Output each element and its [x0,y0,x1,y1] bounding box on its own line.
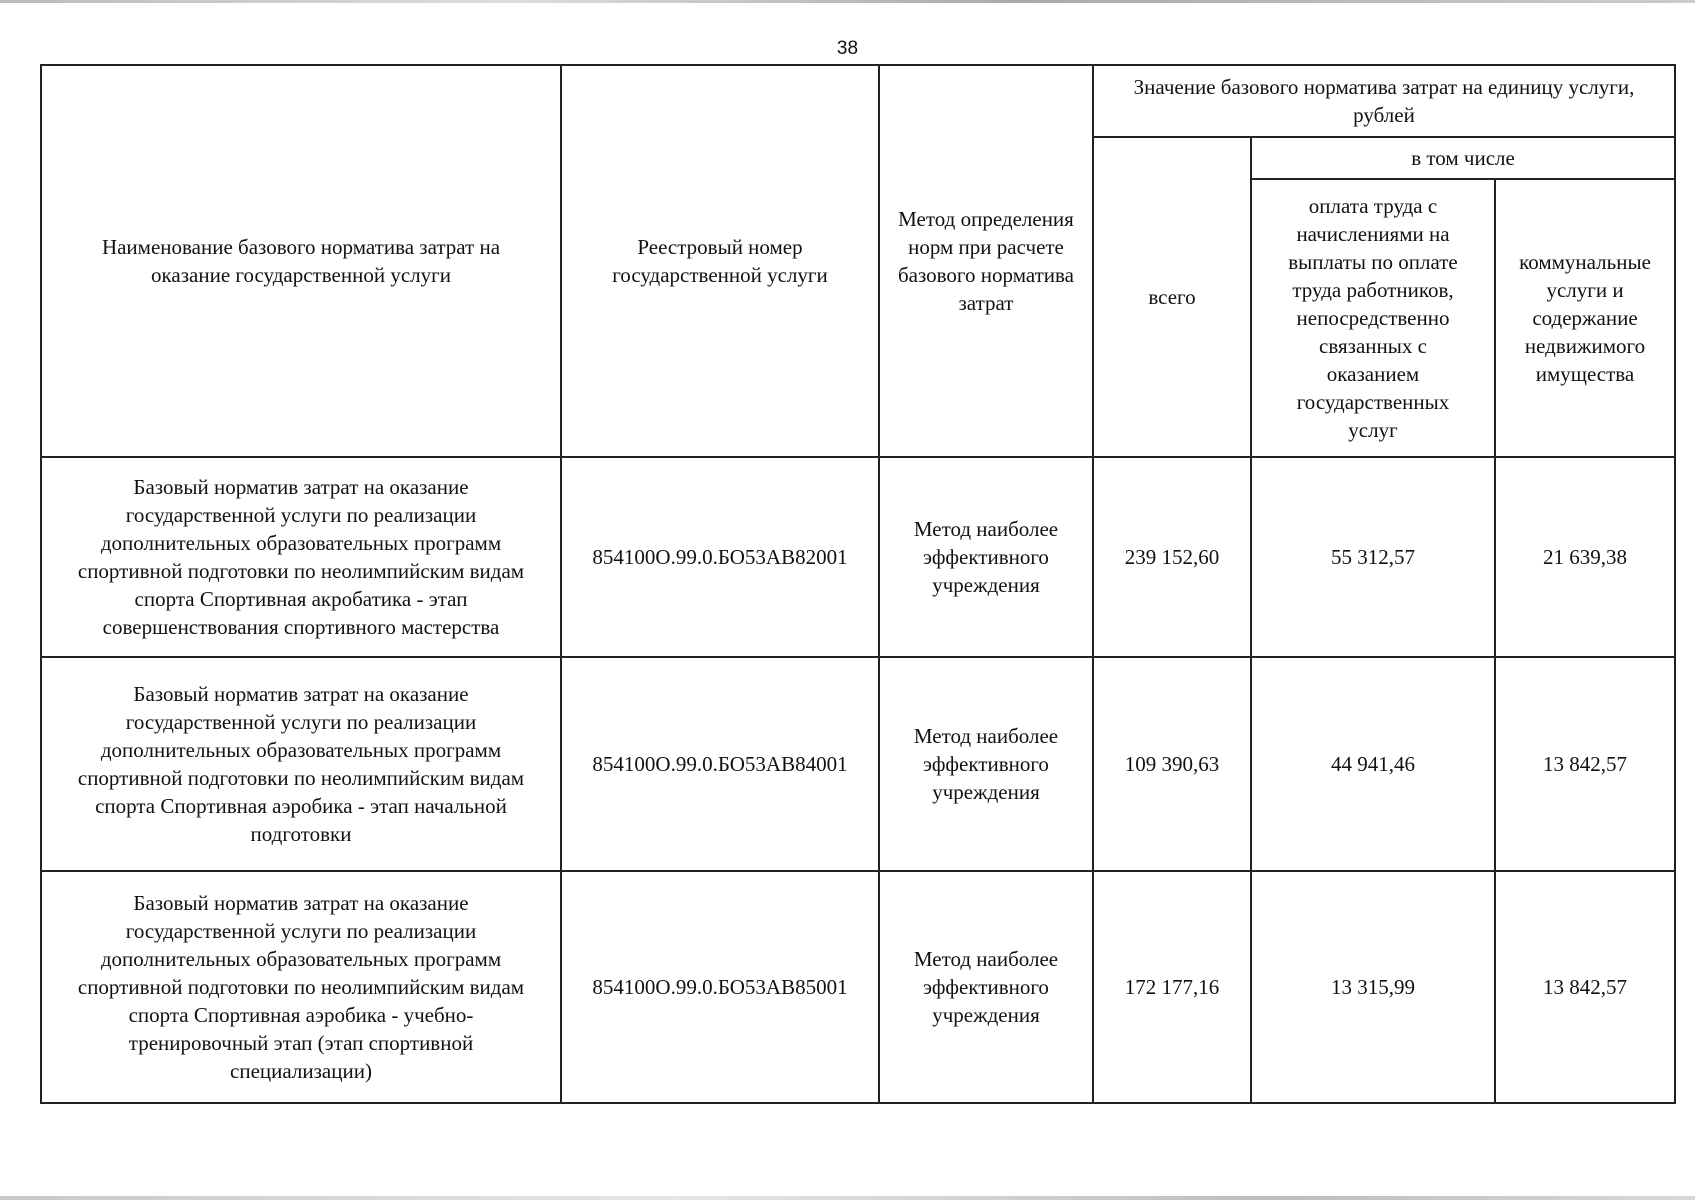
header-name: Наименование базового норматива затрат на оказание государственной услуги [41,65,561,457]
cost-norm-table [40,64,1676,1104]
row-method-cell: Метод наиболее эффективного учреждения [879,871,1093,1103]
table-row [41,871,1675,1103]
page-number: 38 [836,38,859,59]
header-registry: Реестровый номер государственной услуги [561,65,879,457]
header-row-1 [41,65,1675,137]
row-registry-cell: 854100О.99.0.БО53АВ84001 [561,657,879,871]
header-value-group: Значение базового норматива затрат на единицу услуги, рублей [1093,65,1675,137]
row-utilities-cell: 21 639,38 [1495,457,1675,657]
header-including: в том числе [1251,137,1675,179]
row-name-cell: Базовый норматив затрат на оказание государственной услуги по реализации дополнительных образовательных программ спортивной подготовки по неолимпийским видам спорта Спортивная аэробика - учебно-тренировочный этап (этап спортивной специализации) [41,871,561,1103]
header-utilities: коммунальные услуги и содержание недвижимого имущества [1495,179,1675,457]
row-method-cell: Метод наиболее эффективного учреждения [879,457,1093,657]
row-total-cell: 109 390,63 [1093,657,1251,871]
scan-edge-bottom [0,1196,1695,1200]
row-name-cell: Базовый норматив затрат на оказание государственной услуги по реализации дополнительных образовательных программ спортивной подготовки по неолимпийским видам спорта Спортивная аэробика - этап начальной подготовки [41,657,561,871]
row-utilities-cell: 13 842,57 [1495,871,1675,1103]
row-name-cell: Базовый норматив затрат на оказание государственной услуги по реализации дополнительных образовательных программ спортивной подготовки по неолимпийским видам спорта Спортивная акробатика - этап совершенствования спортивного мастерства [41,457,561,657]
row-method-cell: Метод наиболее эффективного учреждения [879,657,1093,871]
row-total-cell: 239 152,60 [1093,457,1251,657]
row-labor-cell: 55 312,57 [1251,457,1495,657]
row-registry-cell: 854100О.99.0.БО53АВ82001 [561,457,879,657]
header-method: Метод определения норм при расчете базового норматива затрат [879,65,1093,457]
header-labor: оплата труда с начислениями на выплаты по оплате труда работников, непосредственно связанных с оказанием государственных услуг [1251,179,1495,457]
row-labor-cell: 44 941,46 [1251,657,1495,871]
scan-edge-top [0,0,1695,3]
row-utilities-cell: 13 842,57 [1495,657,1675,871]
header-total: всего [1093,137,1251,457]
table-row [41,457,1675,657]
row-registry-cell: 854100О.99.0.БО53АВ85001 [561,871,879,1103]
row-total-cell: 172 177,16 [1093,871,1251,1103]
table-row [41,657,1675,871]
row-labor-cell: 13 315,99 [1251,871,1495,1103]
